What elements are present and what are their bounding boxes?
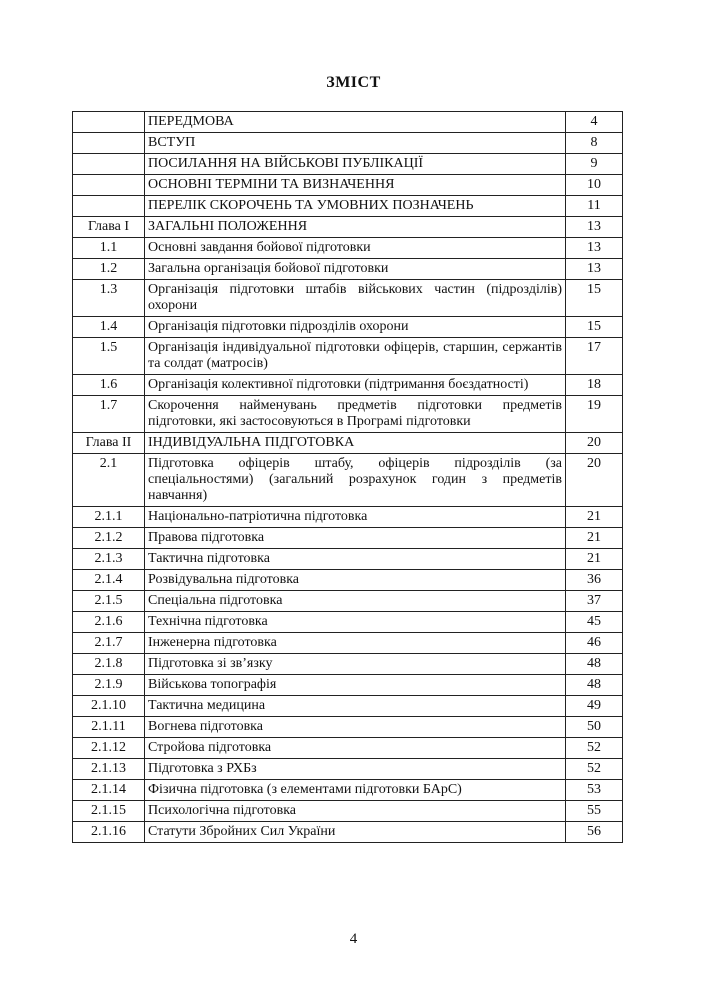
toc-section-title: Психологічна підготовка: [145, 801, 566, 822]
toc-section-number: 1.2: [73, 259, 145, 280]
toc-page-number: 53: [566, 780, 623, 801]
toc-row: [73, 196, 623, 217]
toc-page-number: 37: [566, 591, 623, 612]
toc-row: [73, 133, 623, 154]
toc-row: [73, 654, 623, 675]
toc-page-number: 49: [566, 696, 623, 717]
toc-page-number: 15: [566, 280, 623, 317]
toc-row: [73, 591, 623, 612]
toc-page-number: 10: [566, 175, 623, 196]
toc-section-title: Організація колективної підготовки (підтримання боєздатності): [145, 375, 566, 396]
toc-row: [73, 675, 623, 696]
toc-section-title: Статути Збройних Сил України: [145, 822, 566, 843]
page-number: 4: [349, 931, 358, 947]
toc-row: [73, 433, 623, 454]
toc-page-number: 21: [566, 507, 623, 528]
toc-section-title: Фізична підготовка (з елементами підготовки БАрС): [145, 780, 566, 801]
toc-section-title: Тактична підготовка: [145, 549, 566, 570]
toc-row: [73, 238, 623, 259]
toc-section-title: Підготовка з РХБз: [145, 759, 566, 780]
toc-row: [73, 528, 623, 549]
toc-row: [73, 570, 623, 591]
toc-page-number: 45: [566, 612, 623, 633]
toc-section-number: 2.1.16: [73, 822, 145, 843]
toc-section-number: 2.1.8: [73, 654, 145, 675]
toc-page-number: 18: [566, 375, 623, 396]
toc-page-number: 36: [566, 570, 623, 591]
page-title: ЗМІСТ: [326, 74, 381, 91]
toc-section-title: Скорочення найменувань предметів підготовки предметів підготовки, які застосовуються в Програмі підготовки: [145, 396, 566, 433]
toc-page-number: 13: [566, 217, 623, 238]
toc-section-number: 2.1: [73, 454, 145, 507]
toc-page-number: 19: [566, 396, 623, 433]
toc-section-number: [73, 175, 145, 196]
toc-page-number: 48: [566, 654, 623, 675]
toc-section-title: ІНДИВІДУАЛЬНА ПІДГОТОВКА: [145, 433, 566, 454]
toc-row: [73, 317, 623, 338]
toc-section-number: 2.1.12: [73, 738, 145, 759]
toc-row: [73, 801, 623, 822]
toc-row: [73, 175, 623, 196]
toc-page-number: 8: [566, 133, 623, 154]
toc-section-title: ОСНОВНІ ТЕРМІНИ ТА ВИЗНАЧЕННЯ: [145, 175, 566, 196]
toc-row: [73, 717, 623, 738]
toc-section-number: [73, 196, 145, 217]
toc-section-title: Правова підготовка: [145, 528, 566, 549]
toc-row: [73, 338, 623, 375]
toc-section-number: [73, 133, 145, 154]
toc-section-number: 2.1.14: [73, 780, 145, 801]
toc-section-number: 1.5: [73, 338, 145, 375]
toc-section-number: 1.4: [73, 317, 145, 338]
toc-section-number: Глава II: [73, 433, 145, 454]
toc-section-number: [73, 154, 145, 175]
toc-section-number: [73, 112, 145, 133]
toc-row: [73, 759, 623, 780]
toc-section-title: ПЕРЕДМОВА: [145, 112, 566, 133]
toc-section-title: Тактична медицина: [145, 696, 566, 717]
toc-section-number: 2.1.9: [73, 675, 145, 696]
toc-row: [73, 738, 623, 759]
toc-row: [73, 375, 623, 396]
toc-row: [73, 280, 623, 317]
toc-page-number: 50: [566, 717, 623, 738]
toc-section-title: ПЕРЕЛІК СКОРОЧЕНЬ ТА УМОВНИХ ПОЗНАЧЕНЬ: [145, 196, 566, 217]
toc-row: [73, 696, 623, 717]
toc-section-title: Інженерна підготовка: [145, 633, 566, 654]
toc-row: [73, 549, 623, 570]
toc-section-title: ЗАГАЛЬНІ ПОЛОЖЕННЯ: [145, 217, 566, 238]
toc-page-number: 21: [566, 528, 623, 549]
toc-page-number: 56: [566, 822, 623, 843]
toc-row: [73, 154, 623, 175]
toc-page-number: 15: [566, 317, 623, 338]
toc-section-number: 2.1.7: [73, 633, 145, 654]
toc-page-number: 9: [566, 154, 623, 175]
toc-section-number: 1.1: [73, 238, 145, 259]
toc-section-title: Стройова підготовка: [145, 738, 566, 759]
toc-row: [73, 396, 623, 433]
toc-section-number: 2.1.15: [73, 801, 145, 822]
toc-section-title: Основні завдання бойової підготовки: [145, 238, 566, 259]
toc-page-number: 52: [566, 738, 623, 759]
toc-section-title: Організація підготовки штабів військових частин (підрозділів) охорони: [145, 280, 566, 317]
toc-section-title: Розвідувальна підготовка: [145, 570, 566, 591]
toc-row: [73, 217, 623, 238]
toc-section-number: 2.1.4: [73, 570, 145, 591]
toc-page-number: 52: [566, 759, 623, 780]
toc-page-number: 11: [566, 196, 623, 217]
toc-page-number: 13: [566, 238, 623, 259]
toc-row: [73, 780, 623, 801]
toc-section-number: 2.1.11: [73, 717, 145, 738]
toc-section-title: Загальна організація бойової підготовки: [145, 259, 566, 280]
toc-row: [73, 507, 623, 528]
toc-page-number: 13: [566, 259, 623, 280]
toc-section-number: Глава I: [73, 217, 145, 238]
toc-row: [73, 259, 623, 280]
toc-page-number: 48: [566, 675, 623, 696]
toc-section-title: Підготовка зі зв’язку: [145, 654, 566, 675]
toc-page-number: 55: [566, 801, 623, 822]
toc-section-title: Військова топографія: [145, 675, 566, 696]
toc-page-number: 17: [566, 338, 623, 375]
toc-body: [73, 112, 623, 843]
toc-section-number: 2.1.13: [73, 759, 145, 780]
toc-section-title: ПОСИЛАННЯ НА ВІЙСЬКОВІ ПУБЛІКАЦІЇ: [145, 154, 566, 175]
toc-section-title: Технічна підготовка: [145, 612, 566, 633]
toc-section-title: Організація підготовки підрозділів охорони: [145, 317, 566, 338]
toc-section-number: 2.1.2: [73, 528, 145, 549]
toc-section-number: 2.1.3: [73, 549, 145, 570]
toc-page-number: 46: [566, 633, 623, 654]
toc-section-title: ВСТУП: [145, 133, 566, 154]
toc-section-title: Вогнева підготовка: [145, 717, 566, 738]
toc-page-number: 20: [566, 433, 623, 454]
toc-section-number: 1.3: [73, 280, 145, 317]
toc-page-number: 20: [566, 454, 623, 507]
toc-section-number: 2.1.6: [73, 612, 145, 633]
toc-section-title: Національно-патріотична підготовка: [145, 507, 566, 528]
toc-row: [73, 822, 623, 843]
toc-page-number: 4: [566, 112, 623, 133]
toc-section-number: 1.6: [73, 375, 145, 396]
toc-section-title: Спеціальна підготовка: [145, 591, 566, 612]
toc-section-title: Підготовка офіцерів штабу, офіцерів підрозділів (за спеціальностями) (загальний розрахунок годин з предметів навчання): [145, 454, 566, 507]
toc-row: [73, 112, 623, 133]
table-of-contents: [72, 111, 623, 843]
toc-section-number: 2.1.5: [73, 591, 145, 612]
toc-section-title: Організація індивідуальної підготовки офіцерів, старшин, сержантів та солдат (матросів): [145, 338, 566, 375]
toc-section-number: 1.7: [73, 396, 145, 433]
toc-section-number: 2.1.1: [73, 507, 145, 528]
toc-section-number: 2.1.10: [73, 696, 145, 717]
toc-row: [73, 454, 623, 507]
toc-row: [73, 612, 623, 633]
toc-page-number: 21: [566, 549, 623, 570]
toc-row: [73, 633, 623, 654]
